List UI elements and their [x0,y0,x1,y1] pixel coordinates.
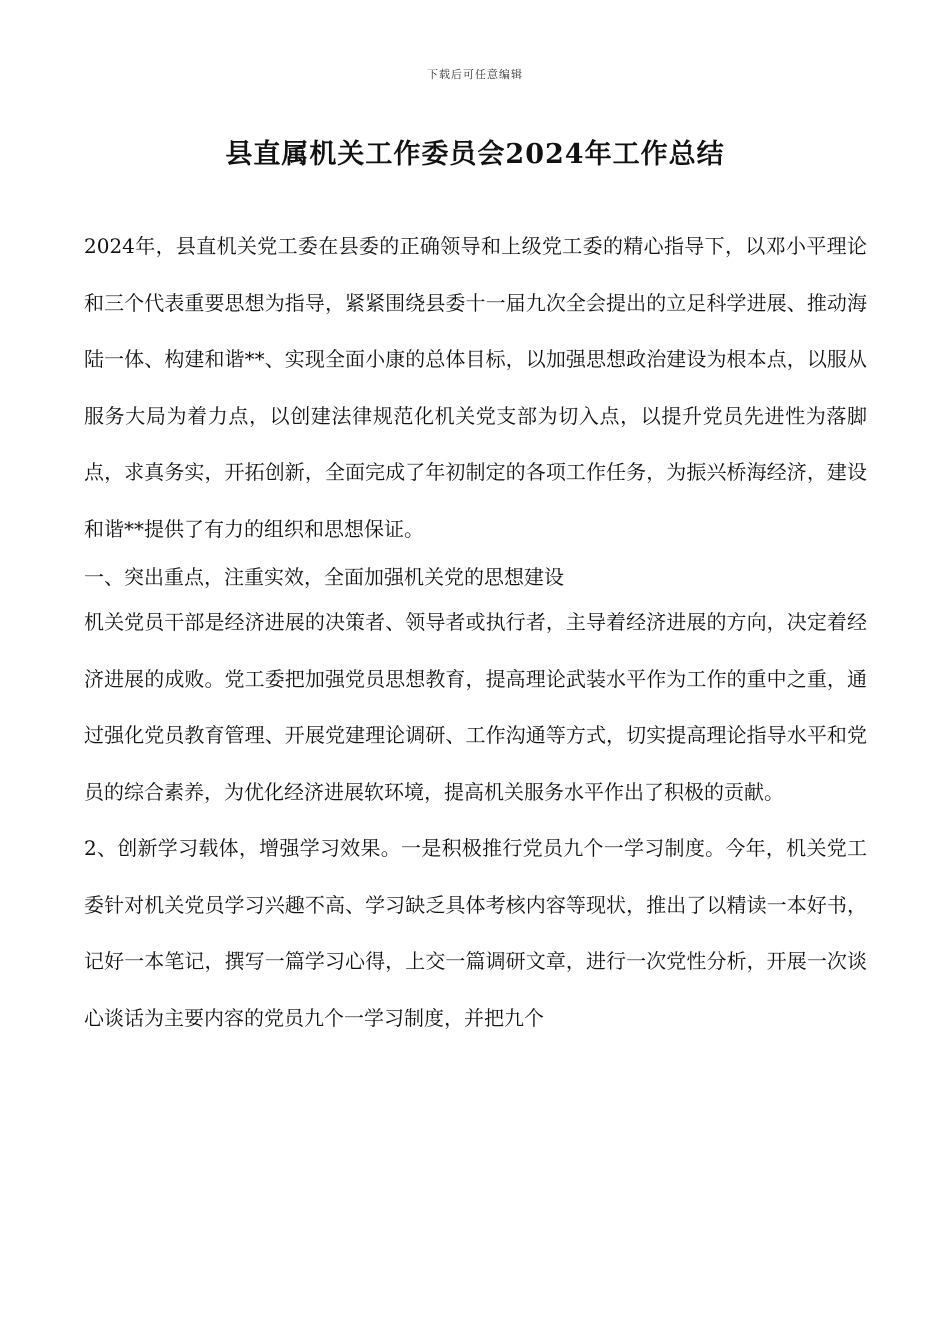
document-body [84,218,867,1046]
section1-paragraph-2: 2、创新学习载体，增强学习效果。一是积极推行党员九个一学习制度。今年，机关党工委针对机关党员学习兴趣不高、学习缺乏具体考核内容等现状，推出了以精读一本好书，记好一本笔记，撰写一篇学习心得，上交一篇调研文章，进行一次党性分析，开展一次谈心谈话为主要内容的党员九个一学习制度，并把九个 [84,836,867,1030]
header-note: 下载后可任意编辑 [427,68,523,81]
intro-paragraph: 2024年，县直机关党工委在县委的正确领导和上级党工委的精心指导下，以邓小平理论和三个代表重要思想为指导，紧紧围绕县委十一届九次全会提出的立足科学进展、推动海陆一体、构建和谐**、实现全面小康的总体目标，以加强思想政治建设为根本点，以服从服务大局为着力点，以创建法律规范化机关党支部为切入点，以提升党员先进性为落脚点，求真务实，开拓创新，全面完成了年初制定的各项工作任务，为振兴桥海经济，建设和谐**提供了有力的组织和思想保证。 [84,234,867,541]
section-heading-1: 一、突出重点，注重实效，全面加强机关党的思想建设 [84,565,564,589]
document-title: 县直属机关工作委员会2024年工作总结 [225,139,725,170]
section1-paragraph-1: 机关党员干部是经济进展的决策者、领导者或执行者，主导着经济进展的方向，决定着经济进展的成败。党工委把加强党员思想教育，提高理论武装水平作为工作的重中之重，通过强化党员教育管理、开展党建理论调研、工作沟通等方式，切实提高理论指导水平和党员的综合素养，为优化经济进展软环境，提高机关服务水平作出了积极的贡献。 [84,610,867,804]
